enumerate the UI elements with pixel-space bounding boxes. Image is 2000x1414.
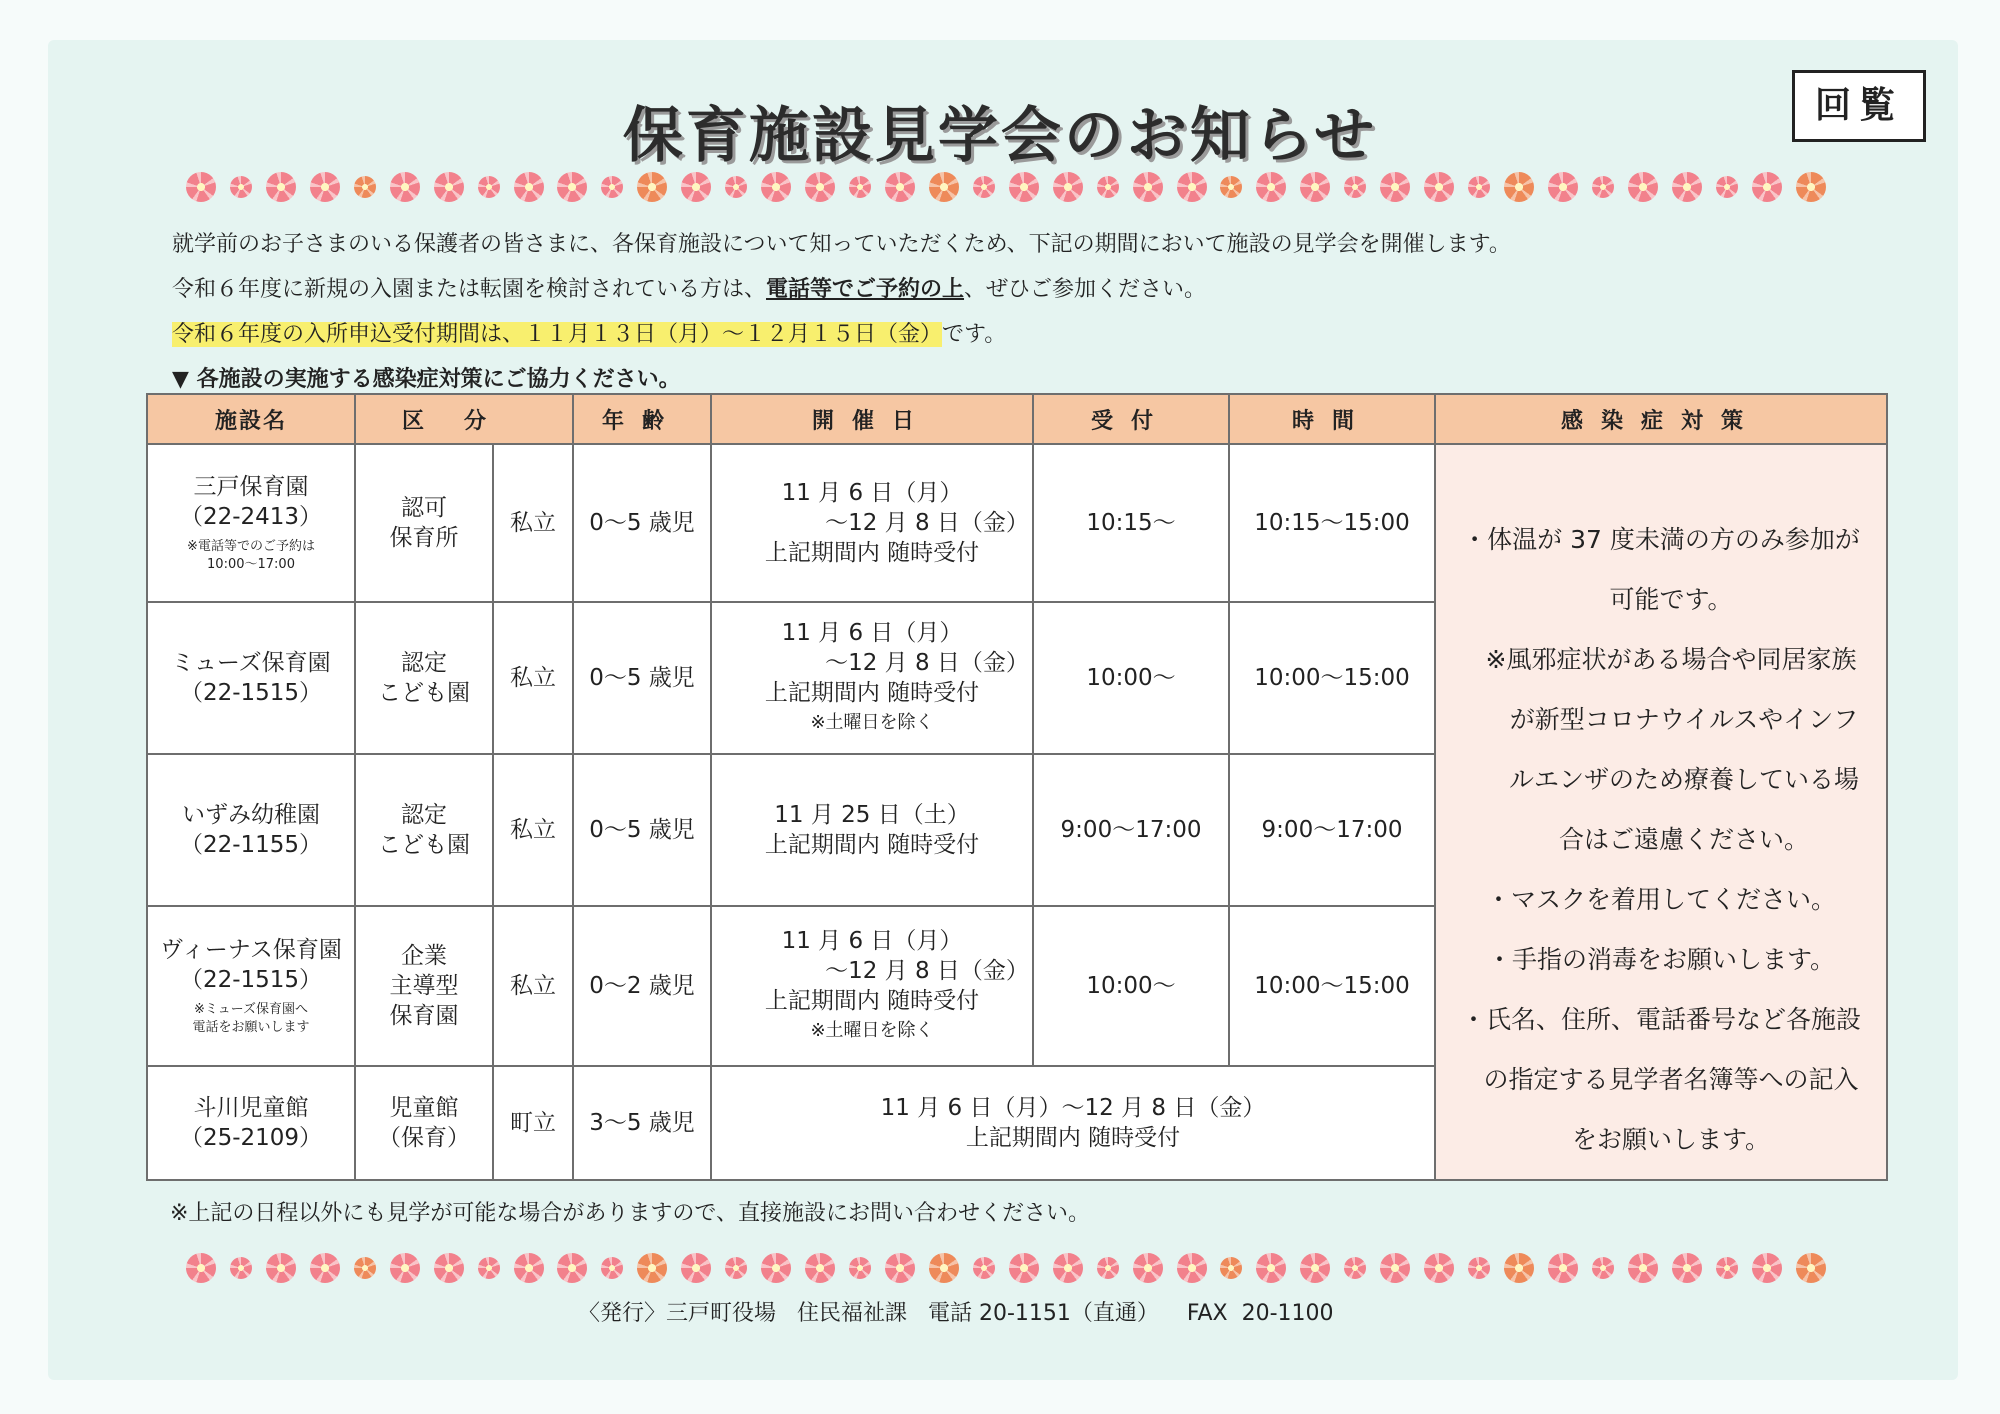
category-line: 認定 [401, 802, 447, 828]
flower-icon [1424, 172, 1454, 202]
facility-name: 三戸保育園 [193, 474, 309, 500]
flower-icon [230, 1257, 252, 1279]
table-caption: ▼ 各施設の実施する感染症対策にご協力ください。 [172, 367, 681, 392]
category-line: 主導型 [389, 973, 459, 999]
time-cell: 10:00～15:00 [1229, 602, 1435, 754]
flower-icon [637, 172, 667, 202]
flower-icon [681, 1253, 711, 1283]
flower-icon [1504, 1253, 1534, 1283]
facility-note: ※ミューズ保育園へ [194, 1002, 308, 1017]
application-period-highlight: 令和６年度の入所申込受付期間は、１１月１３日（月）～１２月１５日（金） [172, 322, 943, 347]
flower-icon [1133, 172, 1163, 202]
flower-icon [885, 1253, 915, 1283]
date-note: 上記期間内 随時受付 [764, 540, 980, 566]
flower-icon [885, 172, 915, 202]
facility-tel: （25-2109） [179, 1125, 323, 1151]
flower-icon [1300, 1253, 1330, 1283]
flower-icon [849, 1257, 871, 1279]
category-cell [355, 602, 493, 754]
flower-icon [1672, 1253, 1702, 1283]
flower-icon [310, 172, 340, 202]
page-title: 保育施設見学会のお知らせ [622, 101, 1378, 171]
facility-cell [147, 444, 355, 602]
facility-cell [147, 1066, 355, 1180]
header-facility: 施設名 [147, 394, 355, 444]
flower-icon [1468, 1257, 1490, 1279]
ownership-cell: 私立 [493, 754, 573, 906]
facility-tel: （22-2413） [179, 504, 323, 530]
age-cell: 0～5 歳児 [573, 754, 711, 906]
flower-icon [230, 176, 252, 198]
header-reception: 受付 [1033, 394, 1229, 444]
facility-name: 斗川児童館 [193, 1095, 309, 1121]
dates-cell [711, 602, 1033, 754]
flower-icon [1380, 1253, 1410, 1283]
flower-icon [390, 1253, 420, 1283]
category-cell [355, 444, 493, 602]
reception-cell: 10:00～ [1033, 602, 1229, 754]
flower-icon [557, 172, 587, 202]
flower-icon [1053, 172, 1083, 202]
flower-icon [929, 172, 959, 202]
date-note: 上記期間内 随時受付 [764, 988, 980, 1014]
intro-line-1: 就学前のお子さまのいる保護者の皆さまに、各保育施設について知っていただくため、下記の期間において施設の見学会を開催します。 [172, 232, 1511, 257]
category-line: こども園 [378, 680, 470, 706]
covid-measures-list [1436, 455, 1886, 1170]
covid-item: ・マスクを着用してください。 [1486, 884, 1837, 914]
category-line: こども園 [378, 832, 470, 858]
flower-icon [186, 172, 216, 202]
date-note: 上記期間内 随時受付 [965, 1125, 1181, 1151]
flower-icon [849, 176, 871, 198]
time-cell: 9:00～17:00 [1229, 754, 1435, 906]
category-line: 児童館 [389, 1095, 459, 1121]
date-note: 上記期間内 随時受付 [764, 832, 980, 858]
flower-icon [929, 1253, 959, 1283]
date-note: 上記期間内 随時受付 [764, 680, 980, 706]
flower-icon [805, 172, 835, 202]
flower-icon [354, 176, 376, 198]
category-line: 認定 [401, 650, 447, 676]
flower-icon [1628, 172, 1658, 202]
publisher-footer: 〈発行〉三戸町役場 住民福祉課 電話 20-1151（直通） FAX 20-1100 [578, 1301, 1334, 1326]
flower-icon [478, 176, 500, 198]
date-exception: ※土曜日を除く [810, 712, 934, 733]
intro-line-3 [172, 312, 1932, 357]
category-cell [355, 906, 493, 1066]
flower-icon [1009, 172, 1039, 202]
age-cell: 0～5 歳児 [573, 444, 711, 602]
flower-icon [310, 1253, 340, 1283]
flower-icon [1177, 1253, 1207, 1283]
age-cell: 0～5 歳児 [573, 602, 711, 754]
merged-dates-cell [711, 1066, 1435, 1180]
flower-icon [1548, 172, 1578, 202]
flower-icon [1380, 172, 1410, 202]
facility-cell [147, 754, 355, 906]
flower-icon [434, 1253, 464, 1283]
flower-icon [601, 176, 623, 198]
flower-icon [601, 1257, 623, 1279]
flower-icon [761, 1253, 791, 1283]
reception-cell: 10:00～ [1033, 906, 1229, 1066]
header-time: 時間 [1229, 394, 1435, 444]
header-age: 年齢 [573, 394, 711, 444]
flower-border-top [186, 165, 1826, 209]
date-range: 11 月 6 日（月）～12 月 8 日（金） [880, 1095, 1266, 1121]
reception-cell: 10:15～ [1033, 444, 1229, 602]
flower-icon [725, 176, 747, 198]
covid-measures-cell [1435, 444, 1887, 1180]
facility-note: ※電話等でのご予約は [187, 539, 315, 554]
flower-icon [805, 1253, 835, 1283]
flower-icon [637, 1253, 667, 1283]
flower-icon [1097, 176, 1119, 198]
covid-item: 可能です。 [1609, 584, 1733, 614]
header-dates: 開催日 [711, 394, 1033, 444]
flower-icon [973, 1257, 995, 1279]
footnote: ※上記の日程以外にも見学が可能な場合がありますので、直接施設にお問い合わせください。 [170, 1201, 1090, 1226]
flower-icon [1468, 176, 1490, 198]
flower-icon [973, 176, 995, 198]
header-covid: 感染症対策 [1435, 394, 1887, 444]
flower-icon [1752, 172, 1782, 202]
flower-icon [1177, 172, 1207, 202]
facility-note: 10:00～17:00 [207, 557, 295, 572]
age-cell: 3～5 歳児 [573, 1066, 711, 1180]
flower-icon [1220, 176, 1242, 198]
flower-icon [1672, 172, 1702, 202]
category-line: 認可 [401, 495, 447, 521]
flower-icon [1009, 1253, 1039, 1283]
flower-icon [1256, 172, 1286, 202]
reception-cell: 9:00～17:00 [1033, 754, 1229, 906]
ownership-cell: 町立 [493, 1066, 573, 1180]
category-line: 保育園 [389, 1003, 459, 1029]
ownership-cell: 私立 [493, 906, 573, 1066]
table-row [147, 444, 1887, 602]
flower-icon [1133, 1253, 1163, 1283]
category-cell [355, 754, 493, 906]
covid-item: ・手指の消毒をお願いします。 [1487, 944, 1836, 974]
covid-item: ・氏名、住所、電話番号など各施設 [1461, 1004, 1862, 1034]
table-header-row [147, 394, 1887, 444]
flower-icon [1752, 1253, 1782, 1283]
flower-icon [1053, 1253, 1083, 1283]
covid-item: が新型コロナウイルスやインフ [1509, 704, 1859, 734]
flower-icon [1344, 1257, 1366, 1279]
flower-icon [1097, 1257, 1119, 1279]
flower-icon [761, 172, 791, 202]
facility-cell [147, 906, 355, 1066]
flower-icon [557, 1253, 587, 1283]
date-end: ～12 月 8 日（金） [825, 958, 1029, 984]
intro-text [172, 222, 1932, 357]
age-cell: 0～2 歳児 [573, 906, 711, 1066]
facility-name: ヴィーナス保育園 [160, 937, 342, 963]
flower-icon [1504, 172, 1534, 202]
reservation-emphasis: 電話等でご予約の上 [766, 277, 965, 302]
ownership-cell: 私立 [493, 444, 573, 602]
flower-icon [1424, 1253, 1454, 1283]
facility-tel: （22-1515） [179, 967, 323, 993]
circulation-badge: 回覧 [1792, 70, 1926, 142]
intro-line-2-post: 、ぜひご参加ください。 [964, 277, 1207, 302]
date-end: ～12 月 8 日（金） [825, 510, 1029, 536]
intro-line-2 [172, 267, 1932, 312]
flower-icon [266, 1253, 296, 1283]
flower-icon [1256, 1253, 1286, 1283]
flower-icon [514, 172, 544, 202]
flower-icon [725, 1257, 747, 1279]
header-category: 区分 [355, 394, 573, 444]
dates-cell [711, 444, 1033, 602]
flower-icon [434, 172, 464, 202]
category-line: （保育） [378, 1125, 470, 1151]
flower-icon [1344, 176, 1366, 198]
date-start: 11 月 25 日（土） [774, 802, 970, 828]
category-line: 企業 [401, 943, 447, 969]
covid-item: ・体温が 37 度未満の方のみ参加が [1462, 524, 1860, 554]
time-cell: 10:15～15:00 [1229, 444, 1435, 602]
flower-icon [514, 1253, 544, 1283]
flower-icon [1592, 1257, 1614, 1279]
date-start: 11 月 6 日（月） [781, 928, 963, 954]
facility-note: 電話をお願いします [192, 1020, 310, 1035]
flower-border-bottom [186, 1246, 1826, 1290]
facility-tel: （22-1515） [179, 680, 323, 706]
flower-icon [1628, 1253, 1658, 1283]
date-exception: ※土曜日を除く [810, 1020, 934, 1041]
date-start: 11 月 6 日（月） [781, 620, 963, 646]
covid-item: の指定する見学者名簿等への記入 [1483, 1064, 1859, 1094]
flower-icon [478, 1257, 500, 1279]
flower-icon [390, 172, 420, 202]
category-line: 保育所 [389, 525, 459, 551]
facility-name: ミューズ保育園 [171, 650, 331, 676]
intro-line-2-pre: 令和６年度に新規の入園または転園を検討されている方は、 [172, 277, 767, 302]
flower-icon [266, 172, 296, 202]
covid-item: 合はご遠慮ください。 [1559, 824, 1810, 854]
flower-icon [1796, 1253, 1826, 1283]
covid-item: ルエンザのため療養している場 [1509, 764, 1860, 794]
flower-icon [1796, 172, 1826, 202]
dates-cell [711, 906, 1033, 1066]
intro-line-3-post: です。 [942, 322, 1007, 347]
date-end: ～12 月 8 日（金） [825, 650, 1029, 676]
flower-icon [1716, 1257, 1738, 1279]
flower-icon [1300, 172, 1330, 202]
covid-item: をお願いします。 [1572, 1124, 1771, 1154]
flower-icon [1220, 1257, 1242, 1279]
flower-icon [681, 172, 711, 202]
dates-cell [711, 754, 1033, 906]
facility-table [146, 393, 1888, 1181]
facility-tel: （22-1155） [179, 832, 323, 858]
category-cell [355, 1066, 493, 1180]
facility-cell [147, 602, 355, 754]
ownership-cell: 私立 [493, 602, 573, 754]
flower-icon [354, 1257, 376, 1279]
flower-icon [1592, 176, 1614, 198]
flower-icon [186, 1253, 216, 1283]
flower-icon [1716, 176, 1738, 198]
covid-item: ※風邪症状がある場合や同居家族 [1485, 644, 1857, 674]
flower-icon [1548, 1253, 1578, 1283]
date-start: 11 月 6 日（月） [781, 480, 963, 506]
facility-name: いずみ幼稚園 [182, 802, 320, 828]
time-cell: 10:00～15:00 [1229, 906, 1435, 1066]
